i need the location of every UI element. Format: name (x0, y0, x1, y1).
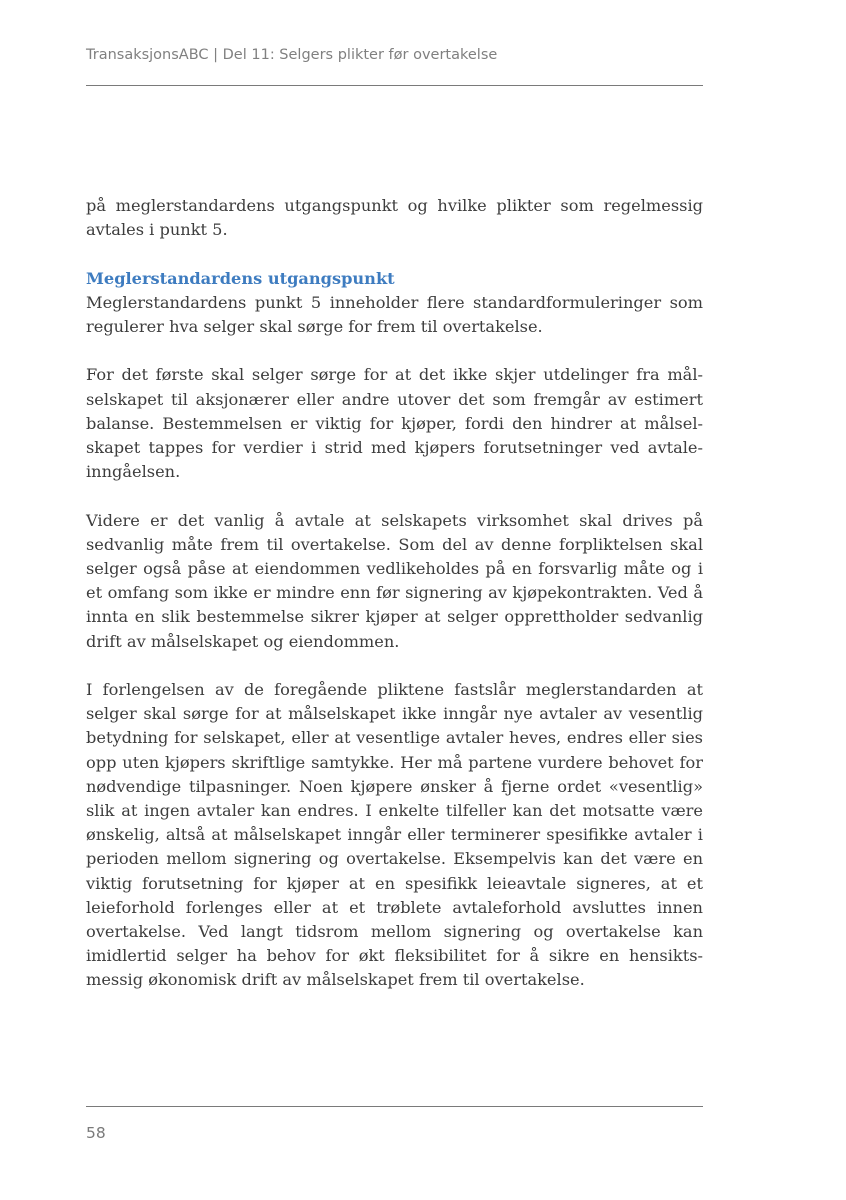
page-number: 58 (86, 1124, 106, 1142)
body-paragraph: Videre er det vanlig å avtale at selskapets virksomhet skal drives på sedvanlig måte frem til overtakelse. Som del av denne forpliktelsen skal selger også påse at eiendommen vedlikeholdes på en forsvarlig måte og i et omfang som ikke er mindre enn før signering av kjøpekontrakten. Ved å innta en slik bestemmelse sikrer kjøper at selger opprettholder sedvanlig drift av målselskapet og eiendommen. (86, 510, 703, 651)
body-paragraph: I forlengelsen av de foregående pliktene fastslår meglerstandarden at selger skal sørge for at målselskapet ikke inngår nye avtaler av vesentlig betydning for selskapet, eller at vesentlige avtaler heves, endres eller sies opp uten kjøpers skriftlige samtykke. Her må partene vurdere behovet for nødvendige tilpasninger. Noen kjøpere ønsker å fjerne ordet «vesentlig» slik at ingen avtaler kan endres. I enkelte tilfeller kan det motsatte være ønskelig, altså at målselskapet inngår eller terminerer spesifikke avtaler i perioden mellom signering og overtakelse. Eksempelvis kan det være en viktig forutsetning for kjøper at en spesifikk leieavtale signeres, at et leieforhold forlenges eller at et trøblete avtaleforhold avsluttes innen overtakelse. Ved langt tidsrom mellom signering og overtakelse kan imidlertid selger ha behov for økt fleksibilitet for å sikre en hensiktsmessig økonomisk drift av målselskapet frem til overtakelse. (86, 680, 703, 990)
footer-divider (86, 1106, 703, 1107)
body-paragraph: Meglerstandardens punkt 5 inneholder flere standardformuleringer som regulerer hva selger skal sørge for frem til overtakelse. (86, 292, 703, 336)
running-header: TransaksjonsABC | Del 11: Selgers plikter før overtakelse (86, 47, 498, 63)
body-paragraph: For det første skal selger sørge for at det ikke skjer utdelinger fra målselskapet til aksjonærer eller andre utover det som fremgår av estimert balanse. Bestemmelsen er viktig for kjøper, fordi den hindrer at målselskapet tappes for verdier i strid med kjøpers forutsetninger ved avtaleinngåelsen. (86, 365, 703, 482)
page-body (86, 194, 703, 1017)
intro-paragraph: på meglerstandardens utgangspunkt og hvilke plikter som regelmessig avtales i punkt 5. (86, 196, 703, 240)
header-divider (86, 85, 703, 86)
section-heading: Meglerstandardens utgangspunkt (86, 268, 395, 288)
